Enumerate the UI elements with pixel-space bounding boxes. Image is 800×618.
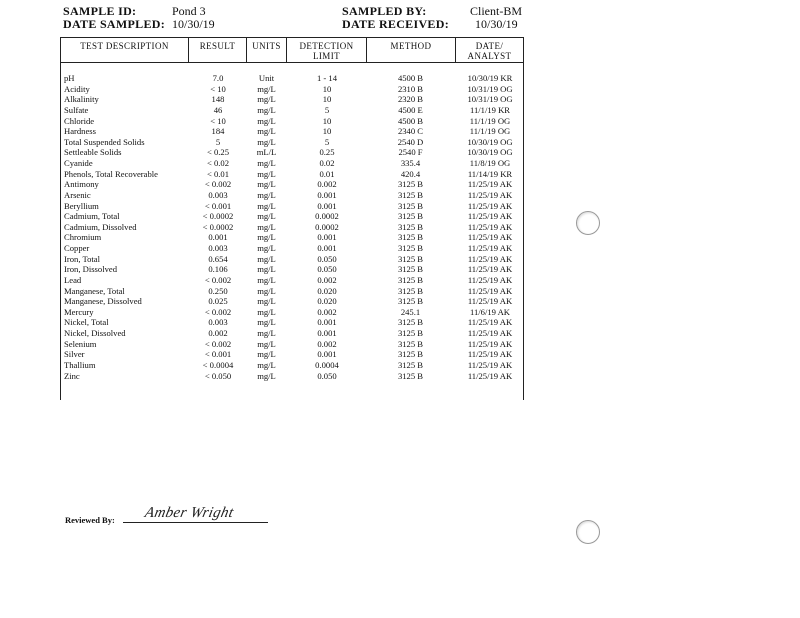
col-detection-limit: [287, 38, 366, 62]
table-row: [61, 158, 523, 169]
row-units: mg/L: [257, 104, 276, 115]
table-row: [61, 317, 523, 328]
row-method: 245.1: [400, 306, 421, 317]
row-detection-limit: 0.0002: [315, 221, 339, 232]
row-detection-limit: 10: [322, 94, 332, 105]
results-table: [60, 37, 524, 400]
row-result: 0.001: [208, 232, 228, 243]
row-method: 4500 E: [398, 104, 423, 115]
row-date-analyst: 11/25/19 AK: [467, 264, 513, 275]
row-detection-limit: 0.050: [317, 264, 337, 275]
row-units: mg/L: [257, 189, 276, 200]
row-description: Sulfate: [64, 104, 89, 115]
row-result: < 0.002: [204, 306, 232, 317]
row-method: 2310 B: [397, 83, 424, 94]
row-detection-limit: 0.001: [317, 349, 337, 360]
row-description: Phenols, Total Recoverable: [64, 168, 158, 179]
table-row: [61, 116, 523, 127]
row-detection-limit: 0.01: [319, 168, 335, 179]
row-method: 3125 B: [397, 179, 424, 190]
reviewer-signature: Amber Wright: [143, 505, 235, 521]
row-detection-limit: 0.001: [317, 317, 337, 328]
row-result: < 0.002: [204, 179, 232, 190]
row-method: 2340 C: [397, 126, 424, 137]
row-method: 3125 B: [397, 317, 424, 328]
row-date-analyst: 11/25/19 AK: [467, 370, 513, 381]
row-date-analyst: 11/25/19 AK: [467, 189, 513, 200]
row-date-analyst: 11/25/19 AK: [467, 296, 513, 307]
row-description: Lead: [64, 274, 82, 285]
row-method: 420.4: [400, 168, 421, 179]
row-units: mg/L: [257, 94, 276, 105]
row-date-analyst: 11/6/19 AK: [469, 306, 511, 317]
row-result: 0.002: [208, 328, 228, 338]
row-date-analyst: 11/25/19 AK: [467, 359, 513, 370]
date-received: [342, 18, 449, 31]
row-result: < 0.050: [204, 370, 232, 381]
row-method: 3125 B: [397, 264, 424, 275]
row-result: < 0.0004: [202, 359, 234, 370]
sampled-by-label: SAMPLED BY:: [342, 4, 427, 18]
row-detection-limit: 0.020: [317, 296, 337, 307]
row-detection-limit: 0.02: [319, 158, 335, 168]
row-date-analyst: 11/1/19 OG: [469, 115, 511, 126]
row-detection-limit: 0.050: [317, 253, 337, 264]
row-method: 3125 B: [397, 328, 424, 338]
reviewed-by-label: Reviewed By:: [65, 515, 115, 525]
row-date-analyst: 11/25/19 AK: [467, 317, 513, 328]
row-detection-limit: 0.0004: [315, 359, 339, 370]
row-description: Chromium: [64, 232, 102, 243]
row-description: pH: [64, 73, 75, 83]
col-date-analyst: [456, 38, 523, 62]
table-row: [61, 179, 523, 190]
row-result: 5: [215, 136, 221, 147]
row-detection-limit: 0.25: [319, 147, 335, 158]
row-result: 0.003: [208, 189, 228, 200]
table-row: [61, 339, 523, 350]
punch-hole-bottom: [576, 520, 600, 544]
row-detection-limit: 5: [324, 104, 330, 115]
row-date-analyst: 11/25/19 AK: [467, 221, 513, 232]
row-detection-limit: 10: [322, 115, 332, 126]
table-header: [61, 38, 523, 63]
row-units: mg/L: [257, 285, 276, 296]
row-units: mg/L: [257, 83, 276, 94]
row-date-analyst: 11/25/19 AK: [467, 274, 513, 285]
row-date-analyst: 10/30/19 OG: [467, 136, 513, 147]
table-row: [61, 190, 523, 201]
row-units: mg/L: [257, 359, 276, 370]
row-date-analyst: 11/25/19 AK: [467, 349, 513, 360]
row-description: Iron, Total: [64, 253, 100, 264]
row-detection-limit: 0.001: [317, 189, 337, 200]
row-date-analyst: 11/8/19 OG: [469, 158, 511, 168]
date-sampled-label: DATE SAMPLED:: [63, 17, 166, 31]
row-result: 0.025: [208, 296, 228, 307]
row-description: Manganese, Dissolved: [64, 296, 142, 307]
table-row: [61, 275, 523, 286]
table-row: [61, 84, 523, 95]
row-method: 3125 B: [397, 349, 424, 360]
row-units: mg/L: [257, 136, 276, 147]
row-units: mg/L: [257, 328, 276, 338]
row-date-analyst: 11/14/19 KR: [467, 168, 513, 179]
row-detection-limit: 1 - 14: [316, 73, 338, 83]
row-units: mg/L: [257, 168, 276, 179]
col-result: RESULT: [199, 41, 236, 51]
row-description: Iron, Dissolved: [64, 264, 117, 275]
row-method: 3125 B: [397, 253, 424, 264]
row-date-analyst: 11/25/19 AK: [467, 243, 513, 253]
row-method: 3125 B: [397, 211, 424, 222]
row-result: 0.003: [208, 243, 228, 253]
row-method: 3125 B: [397, 370, 424, 381]
row-date-analyst: 11/25/19 AK: [467, 179, 513, 190]
row-units: mL/L: [256, 147, 277, 158]
row-result: < 10: [210, 83, 226, 94]
row-method: 2320 B: [397, 94, 424, 105]
row-detection-limit: 10: [322, 83, 332, 94]
table-row: [61, 371, 523, 382]
row-units: mg/L: [257, 115, 276, 126]
table-row: [61, 73, 523, 84]
row-method: 3125 B: [397, 274, 424, 285]
row-result: < 0.002: [204, 338, 232, 349]
table-row: [61, 222, 523, 233]
row-description: Mercury: [64, 306, 94, 317]
row-method: 4500 B: [397, 115, 424, 126]
table-row: [61, 201, 523, 212]
table-row: [61, 105, 523, 116]
row-units: mg/L: [257, 370, 276, 381]
row-units: mg/L: [257, 349, 276, 360]
row-description: Hardness: [64, 126, 96, 137]
row-units: mg/L: [257, 179, 276, 190]
table-row: [61, 360, 523, 371]
row-date-analyst: 11/25/19 AK: [467, 338, 513, 349]
table-row: [61, 94, 523, 105]
row-units: mg/L: [257, 296, 276, 307]
row-description: Arsenic: [64, 189, 91, 200]
row-units: mg/L: [257, 264, 276, 275]
table-row: [61, 211, 523, 222]
table-row: [61, 232, 523, 243]
table-row: [61, 137, 523, 148]
row-detection-limit: 0.002: [317, 338, 337, 349]
row-date-analyst: 10/30/19 OG: [467, 147, 513, 158]
row-date-analyst: 11/1/19 KR: [469, 104, 511, 115]
row-detection-limit: 0.001: [317, 200, 337, 211]
row-units: mg/L: [257, 317, 276, 328]
row-method: 3125 B: [397, 232, 424, 243]
row-description: Silver: [64, 349, 85, 360]
row-description: Cyanide: [64, 158, 93, 168]
punch-hole-top: [576, 211, 600, 235]
sample-id-value: Pond 3: [172, 4, 206, 18]
row-result: 0.654: [208, 253, 228, 264]
row-result: 0.106: [208, 264, 228, 275]
row-detection-limit: 0.020: [317, 285, 337, 296]
row-result: 184: [211, 126, 225, 137]
row-units: mg/L: [257, 221, 276, 232]
table-row: [61, 264, 523, 275]
row-description: Acidity: [64, 83, 90, 94]
row-description: Cadmium, Total: [64, 211, 120, 222]
row-date-analyst: 11/25/19 AK: [467, 285, 513, 296]
sample-id-label: SAMPLE ID:: [63, 4, 137, 18]
row-units: mg/L: [257, 243, 276, 253]
row-units: mg/L: [257, 306, 276, 317]
row-description: Total Suspended Solids: [64, 136, 145, 147]
date-received-value: 10/30/19: [475, 17, 518, 31]
row-date-analyst: 11/25/19 AK: [467, 211, 513, 222]
table-row: [61, 349, 523, 360]
row-description: Nickel, Total: [64, 317, 109, 328]
table-row: [61, 147, 523, 158]
row-description: Nickel, Dissolved: [64, 328, 126, 338]
row-description: Chloride: [64, 115, 95, 126]
row-date-analyst: 11/25/19 AK: [467, 200, 513, 211]
col-description: TEST DESCRIPTION: [80, 41, 169, 51]
table-row: [61, 254, 523, 265]
row-units: mg/L: [257, 232, 276, 243]
table-row: [61, 307, 523, 318]
row-result: < 0.002: [204, 274, 232, 285]
row-units: mg/L: [257, 274, 276, 285]
row-result: < 0.001: [204, 349, 232, 360]
row-date-analyst: 10/30/19 KR: [467, 73, 513, 83]
signature-line: [123, 522, 268, 523]
row-units: mg/L: [257, 126, 276, 137]
col-units: UNITS: [252, 41, 281, 51]
row-detection-limit: 0.002: [317, 179, 337, 190]
row-method: 335.4: [400, 158, 421, 168]
row-method: 3125 B: [397, 285, 424, 296]
table-row: [61, 169, 523, 180]
row-result: < 10: [210, 115, 226, 126]
row-detection-limit: 0.001: [317, 328, 337, 338]
table-row: [61, 328, 523, 339]
row-method: 3125 B: [397, 338, 424, 349]
table-row: [61, 296, 523, 307]
col-detection-limit-line1: DETECTION: [299, 41, 354, 51]
row-date-analyst: 10/31/19 OG: [467, 83, 513, 94]
row-detection-limit: 0.001: [317, 243, 337, 253]
row-units: mg/L: [257, 211, 276, 222]
row-detection-limit: 0.001: [317, 232, 337, 243]
row-result: 0.250: [208, 285, 228, 296]
col-method: METHOD: [390, 41, 432, 51]
row-detection-limit: 0.002: [317, 274, 337, 285]
row-description: Selenium: [64, 338, 97, 349]
row-method: 3125 B: [397, 296, 424, 307]
row-method: 2540 F: [398, 147, 423, 158]
row-result: < 0.0002: [202, 221, 234, 232]
row-result: < 0.01: [206, 168, 230, 179]
row-method: 3125 B: [397, 359, 424, 370]
date-received-label: DATE RECEIVED:: [342, 17, 449, 31]
col-date-analyst-line2: ANALYST: [467, 51, 512, 61]
sampled-by-value: Client-BM: [470, 4, 523, 18]
row-result: < 0.02: [206, 158, 230, 168]
row-description: Alkalinity: [64, 94, 99, 105]
row-result: < 0.001: [204, 200, 232, 211]
row-units: mg/L: [257, 200, 276, 211]
row-result: < 0.25: [206, 147, 230, 158]
date-sampled: [63, 18, 165, 31]
table-row: [61, 243, 523, 254]
row-date-analyst: 11/25/19 AK: [467, 232, 513, 243]
row-detection-limit: 10: [322, 126, 332, 137]
row-units: mg/L: [257, 253, 276, 264]
row-method: 3125 B: [397, 200, 424, 211]
row-result: 7.0: [212, 73, 224, 83]
row-detection-limit: 0.002: [317, 306, 337, 317]
row-description: Manganese, Total: [64, 285, 125, 296]
row-result: 46: [213, 104, 223, 115]
row-units: mg/L: [257, 158, 276, 168]
col-date-analyst-line1: DATE/: [475, 41, 504, 51]
row-description: Settleable Solids: [64, 147, 122, 158]
row-date-analyst: 10/31/19 OG: [467, 94, 513, 105]
row-description: Zinc: [64, 370, 80, 381]
row-detection-limit: 5: [324, 136, 330, 147]
row-method: 3125 B: [397, 221, 424, 232]
row-method: 4500 B: [397, 73, 424, 83]
row-result: 0.003: [208, 317, 228, 328]
row-units: mg/L: [257, 338, 276, 349]
table-row: [61, 126, 523, 137]
row-units: Unit: [258, 73, 275, 83]
col-detection-limit-line2: LIMIT: [313, 51, 340, 61]
row-date-analyst: 11/1/19 OG: [469, 126, 511, 137]
row-method: 3125 B: [397, 189, 424, 200]
row-description: Beryllium: [64, 200, 99, 211]
row-result: < 0.0002: [202, 211, 234, 222]
row-description: Antimony: [64, 179, 99, 190]
row-description: Thallium: [64, 359, 96, 370]
row-method: 2540 D: [397, 136, 424, 147]
table-row: [61, 286, 523, 297]
table-body: [61, 73, 523, 381]
date-sampled-value: 10/30/19: [172, 17, 215, 31]
row-method: 3125 B: [397, 243, 424, 253]
row-date-analyst: 11/25/19 AK: [467, 328, 513, 338]
row-date-analyst: 11/25/19 AK: [467, 253, 513, 264]
row-result: 148: [211, 94, 225, 105]
row-detection-limit: 0.050: [317, 370, 337, 381]
row-description: Cadmium, Dissolved: [64, 221, 137, 232]
row-description: Copper: [64, 243, 90, 253]
row-detection-limit: 0.0002: [315, 211, 339, 222]
